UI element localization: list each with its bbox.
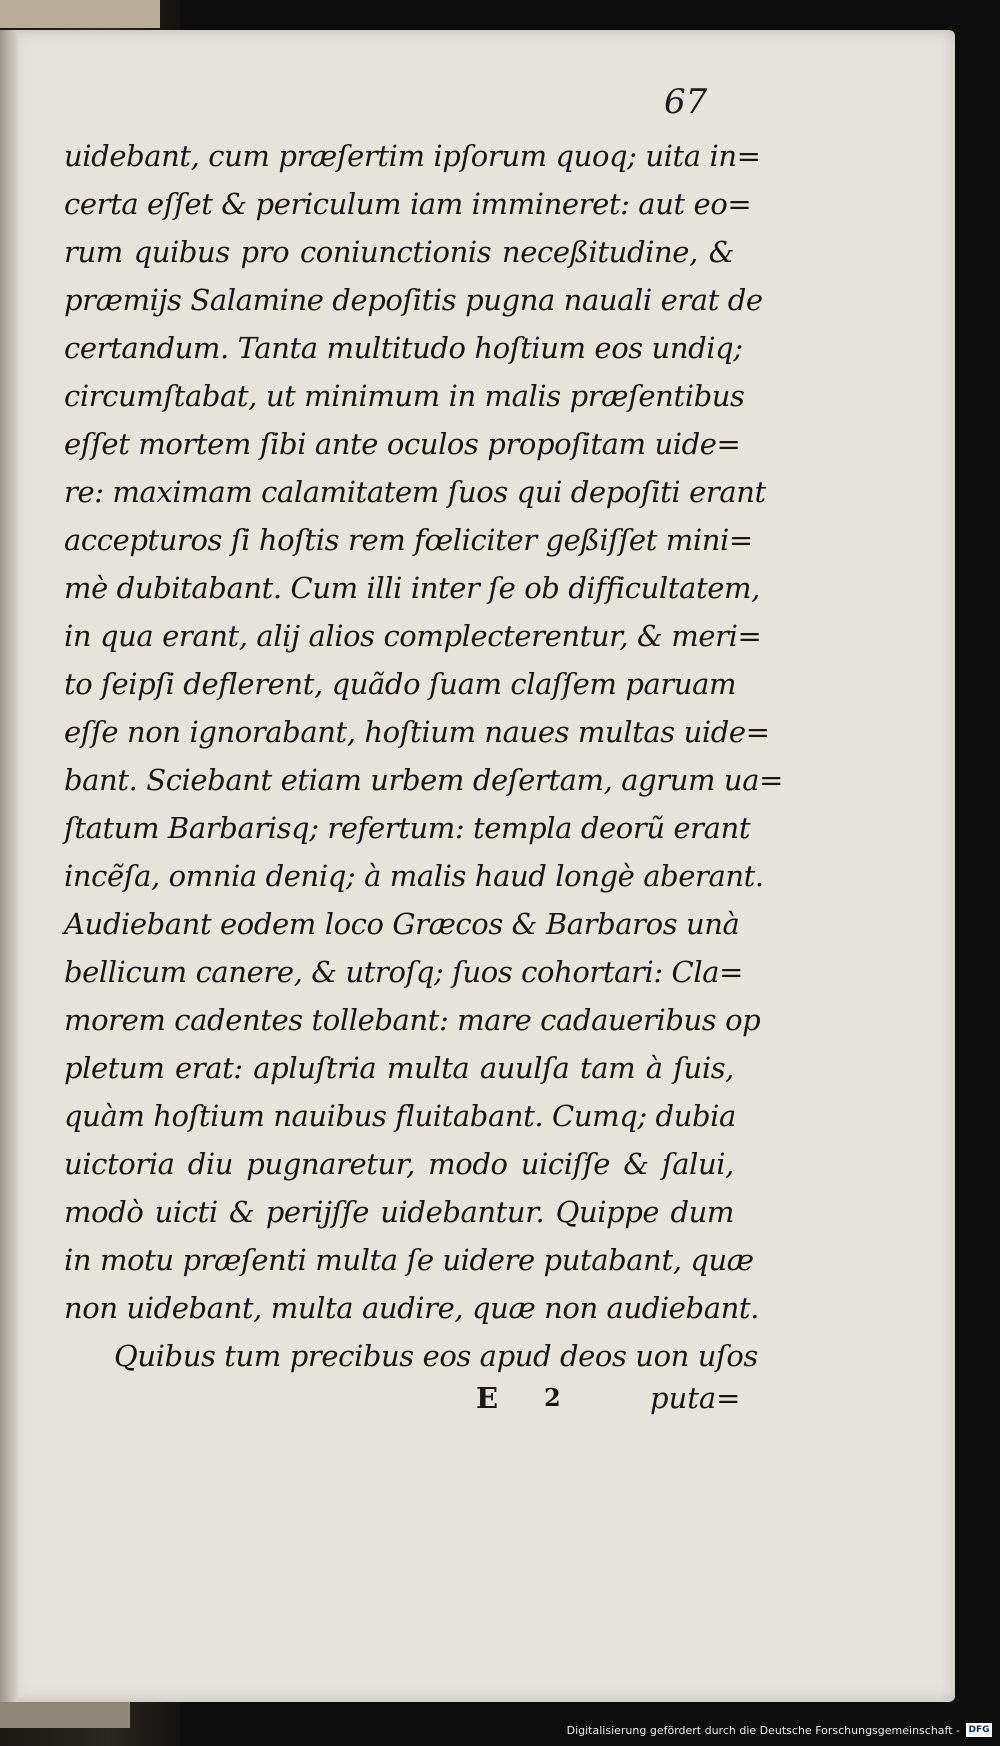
text-line: in motu præſenti multa ſe uidere putabant, quæ (64, 1243, 754, 1277)
text-line: non uidebant, multa audire, quæ non audiebant. (64, 1291, 759, 1325)
text-line: certandum. Tanta multitudo hoſtium eos undiq; (64, 331, 743, 365)
text-line: Audiebant eodem loco Græcos & Barbaros unà (64, 907, 740, 941)
text-line: Quibus tum precibus eos apud deos uon uſos (114, 1339, 758, 1373)
page-gutter (0, 30, 18, 1702)
text-line: rum quibus pro coniunctionis neceßitudine, & (64, 235, 734, 269)
text-line: certa eſſet & periculum iam immineret: aut eo= (64, 187, 752, 221)
text-line: quàm hoſtium nauibus fluitabant. Cumq; dubia (64, 1099, 736, 1133)
text-line: ſtatum Barbarisq; refertum: templa deorũ erant (64, 811, 751, 845)
text-line: uictoria diu pugnaretur, modo uiciſſe & ſalui, (64, 1147, 734, 1181)
page-text-block (64, 132, 783, 1380)
text-line: re: maximam calamitatem ſuos qui depoſiti erant (64, 475, 766, 509)
text-line: uidebant, cum præſertim ipſorum quoq; uita in= (64, 139, 761, 173)
digitization-footer (567, 1720, 992, 1740)
text-line: in qua erant, alij alios complecterentur, & meri= (64, 619, 762, 653)
text-line: mè dubitabant. Cum illi inter ſe ob difficultatem, (64, 571, 760, 605)
signature-number: 2 (544, 1383, 561, 1412)
text-line: circumſtabat, ut minimum in malis præſentibus (64, 379, 745, 413)
text-line: pletum erat: apluſtria multa auulſa tam à ſuis, (64, 1051, 734, 1085)
footer-credit: Digitalisierung gefördert durch die Deutsche Forschungsgemeinschaft - (566, 1723, 960, 1737)
text-line: præmijs Salamine depoſitis pugna nauali erat de (64, 283, 763, 317)
text-line: bant. Sciebant etiam urbem deſertam, agrum ua= (64, 763, 783, 797)
text-line: incẽſa, omnia deniq; à malis haud longè aberant. (64, 859, 764, 893)
book-edge-top (0, 0, 160, 28)
text-line: modò uicti & perijſſe uidebantur. Quippe dum (64, 1195, 734, 1229)
text-line: eſſe non ignorabant, hoſtium naues multas uide= (64, 715, 770, 749)
text-line: morem cadentes tollebant: mare cadaueribus op (64, 1003, 761, 1037)
catchword: puta= (650, 1381, 741, 1415)
text-line: bellicum canere, & utroſq; ſuos cohortari: Cla= (64, 955, 743, 989)
page-number: 67 (664, 82, 708, 122)
text-line: to ſeipſi deflerent, quãdo ſuam claſſem paruam (64, 667, 737, 701)
signature-letter: E (476, 1381, 499, 1415)
dfg-logo: DFG (966, 1723, 992, 1737)
signature-row (64, 1375, 741, 1423)
text-line: accepturos ſi hoſtis rem fœliciter geßiſſet mini= (64, 523, 753, 557)
text-line: eſſet mortem ſibi ante oculos propoſitam uide= (64, 427, 741, 461)
